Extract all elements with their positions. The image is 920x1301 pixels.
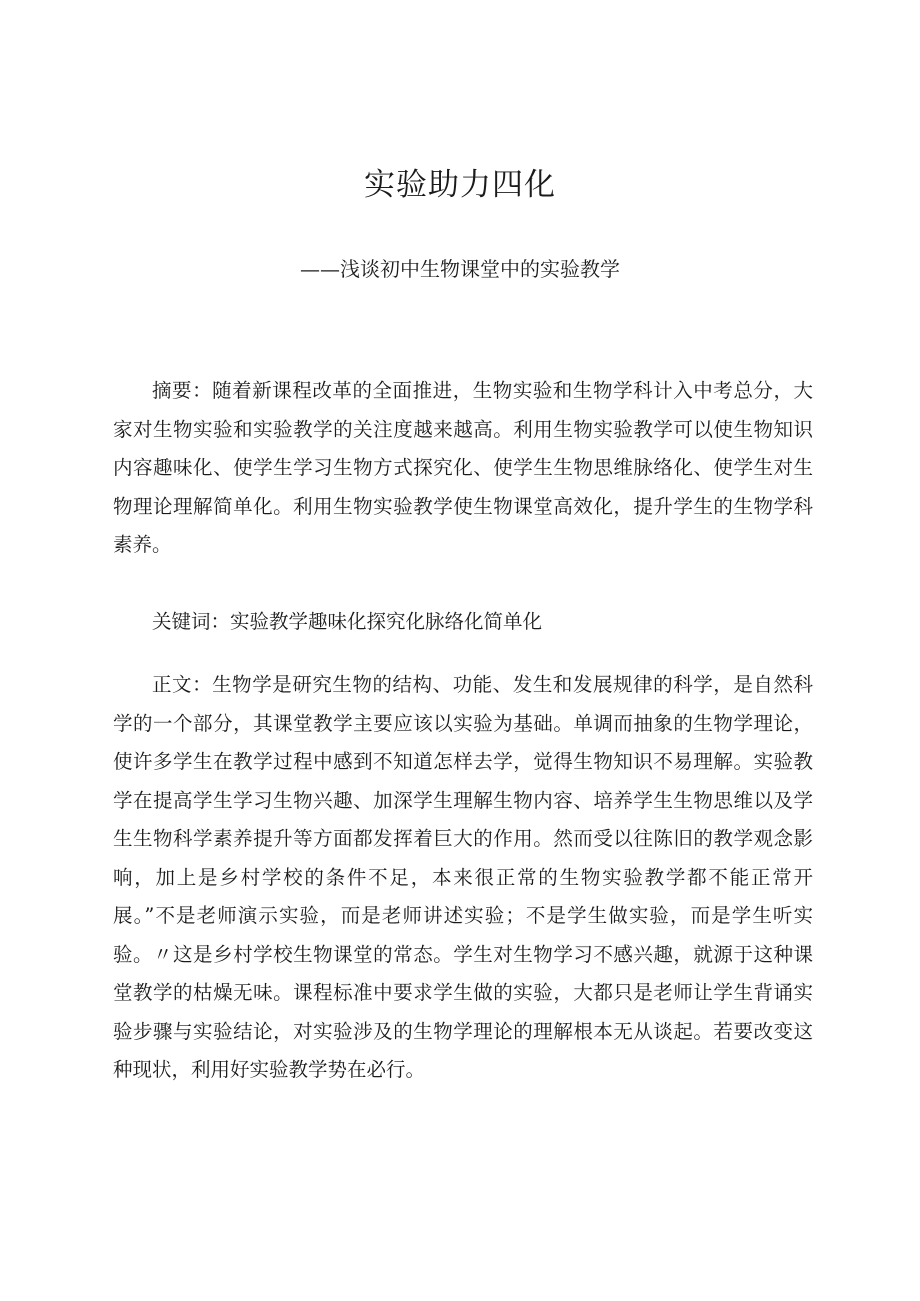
abstract-paragraph: 摘要：随着新课程改革的全面推进，生物实验和生物学科计入中考总分，大家对生物实验和实验教学的关注度越来越高。利用生物实验教学可以使生物知识内容趣味化、使学生学习生物方式探究化、使学生生物思维脉络化、使学生对生物理论理解简单化。利用生物实验教学使生物课堂高效化，提升学生的生物学科素养。	[113, 379, 813, 556]
body-paragraph: 正文：生物学是研究生物的结构、功能、发生和发展规律的科学，是自然科学的一个部分，其课堂教学主要应该以实验为基础。单调而抽象的生物学理论，使许多学生在教学过程中感到不知道怎样去学，觉得生物知识不易理解。实验教学在提高学生学习生物兴趣、加深学生理解生物内容、培养学生生物思维以及学生生物科学素养提升等方面都发挥着巨大的作用。然而受以往陈旧的教学观念影响，加上是乡村学校的条件不足，本来很正常的生物实验教学都不能正常开展。”不是老师演示实验，而是老师讲述实验；不是学生做实验，而是学生听实验。〃这是乡村学校生物课堂的常态。学生对生物学习不感兴趣，就源于这种课堂教学的枯燥无味。课程标准中要求学生做的实验，大都只是老师让学生背诵实验步骤与实验结论，对实验涉及的生物学理论的理解根本无从谈起。若要改变这种现状，利用好实验教学势在必行。	[113, 673, 813, 1081]
document-subtitle: ——浅谈初中生物课堂中的实验教学	[300, 257, 620, 281]
document-title: 实验助力四化	[364, 167, 556, 203]
keywords-paragraph: 关键词：实验教学趣味化探究化脉络化简单化	[152, 610, 543, 633]
